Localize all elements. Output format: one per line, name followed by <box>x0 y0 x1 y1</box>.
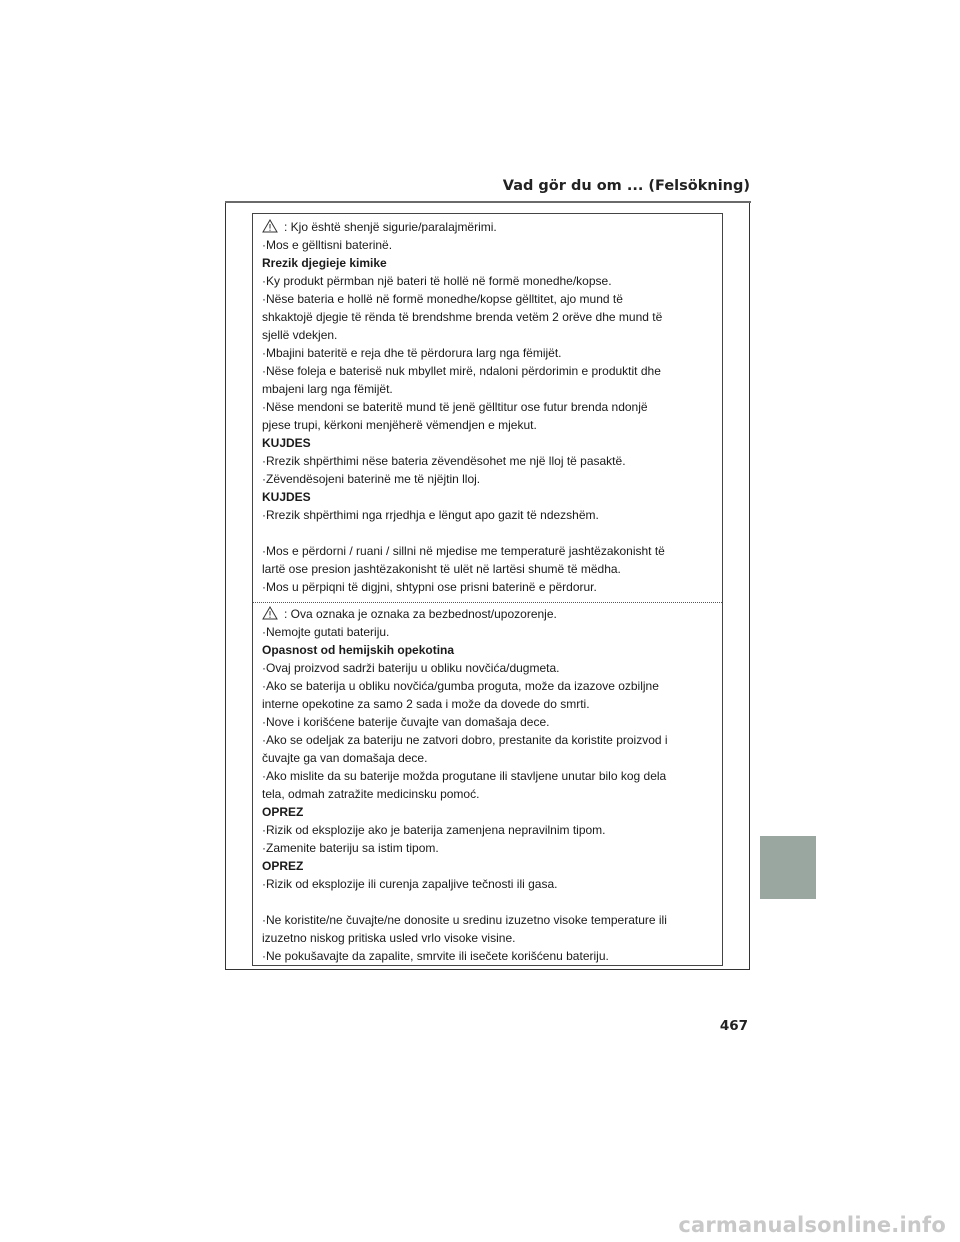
text-line: ·Mos e gëlltisni baterinë. <box>262 238 393 252</box>
text-line: ·Ne pokušavajte da zapalite, smrvite ili isečete korišćenu bateriju. <box>262 949 609 963</box>
text-line: ·Rrezik shpërthimi nëse bateria zëvendësohet me një lloj të pasaktë. <box>262 454 626 468</box>
text-line: shkaktojë djegie të rënda të brendshme brenda vetëm 2 orëve dhe mund të <box>262 310 663 324</box>
watermark-logo: carmanualsonline.info <box>678 1213 946 1237</box>
text-line: pjese trupi, kërkoni menjëherë vëmendjen e mjekut. <box>262 418 537 432</box>
text-line: ·Nëse bateria e hollë në formë monedhe/kopse gëlltitet, ajo mund të <box>262 292 623 306</box>
text-line: čuvajte ga van domašaja dece. <box>262 751 428 765</box>
text-line: ·Mos e përdorni / ruani / sillni në mjedise me temperaturë jashtëzakonisht të <box>262 544 665 558</box>
warning-triangle-icon <box>262 219 278 233</box>
text-line: ·Rizik od eksplozije ili curenja zapaljive tečnosti ili gasa. <box>262 877 558 891</box>
text-line: ·Ako mislite da su baterije možda progutane ili stavljene unutar bilo kog dela <box>262 769 667 783</box>
text-line: ·Ky produkt përmban një bateri të hollë në formë monedhe/kopse. <box>262 274 612 288</box>
section-heading: Rrezik djegieje kimike <box>262 256 387 270</box>
text-line: ·Rizik od eksplozije ako je baterija zamenjena nepravilnim tipom. <box>262 823 606 837</box>
caution-heading: KUJDES <box>262 490 311 504</box>
text-line: ·Rrezik shpërthimi nga rrjedhja e lëngut apo gazit të ndezshëm. <box>262 508 599 522</box>
text-line: ·Ako se baterija u obliku novčića/gumba proguta, može da izazove ozbiljne <box>262 679 659 693</box>
text-line: ·Nëse mendoni se bateritë mund të jenë gëlltitur ose futur brenda ndonjë <box>262 400 648 414</box>
section-heading: Opasnost od hemijskih opekotina <box>262 643 455 657</box>
text-line: izuzetno niskog pritiska usled vrlo visoke visine. <box>262 931 516 945</box>
chapter-side-tab <box>760 836 816 899</box>
text-line: ·Nemojte gutati bateriju. <box>262 625 390 639</box>
text-line: ·Mbajini bateritë e reja dhe të përdorura larg nga fëmijët. <box>262 346 562 360</box>
warning-triangle-icon <box>262 606 278 620</box>
warning-section-albanian <box>262 218 717 596</box>
text-line: ·Nëse foleja e baterisë nuk mbyllet mirë, ndaloni përdorimin e produktit dhe <box>262 364 661 378</box>
text-line: lartë ose presion jashtëzakonisht të ulët në lartësi shumë të mëdha. <box>262 562 621 576</box>
text-line: ·Ne koristite/ne čuvajte/ne donosite u sredinu izuzetno visoke temperature ili <box>262 913 667 927</box>
caution-heading: OPREZ <box>262 859 304 873</box>
warning-intro-line <box>262 605 717 623</box>
page-number: 467 <box>719 1018 748 1034</box>
text-line: ·Zamenite bateriju sa istim tipom. <box>262 841 439 855</box>
text-line: ·Zëvendësojeni baterinë me të njëjtin lloj. <box>262 472 481 486</box>
text-line: ·Nove i korišćene baterije čuvajte van domašaja dece. <box>262 715 550 729</box>
warning-intro-text: : Ova oznaka je oznaka za bezbednost/upozorenje. <box>284 607 557 621</box>
text-line: sjellë vdekjen. <box>262 328 338 342</box>
text-line: mbajeni larg nga fëmijët. <box>262 382 393 396</box>
text-line: ·Ovaj proizvod sadrži bateriju u obliku novčića/dugmeta. <box>262 661 560 675</box>
warning-section-serbian <box>262 605 717 965</box>
warning-intro-line <box>262 218 717 236</box>
text-line: ·Ako se odeljak za bateriju ne zatvori dobro, prestanite da koristite proizvod i <box>262 733 668 747</box>
caution-heading: OPREZ <box>262 805 304 819</box>
text-line: ·Mos u përpiqni të digjni, shtypni ose prisni baterinë e përdorur. <box>262 580 597 594</box>
text-line: tela, odmah zatražite medicinsku pomoć. <box>262 787 480 801</box>
text-line: interne opekotine za samo 2 sada i može da dovede do smrti. <box>262 697 590 711</box>
warning-intro-text: : Kjo është shenjë sigurie/paralajmërimi. <box>284 220 497 234</box>
page-header-title: Vad gör du om ... (Felsökning) <box>502 178 750 194</box>
caution-heading: KUJDES <box>262 436 311 450</box>
section-divider <box>253 602 722 603</box>
